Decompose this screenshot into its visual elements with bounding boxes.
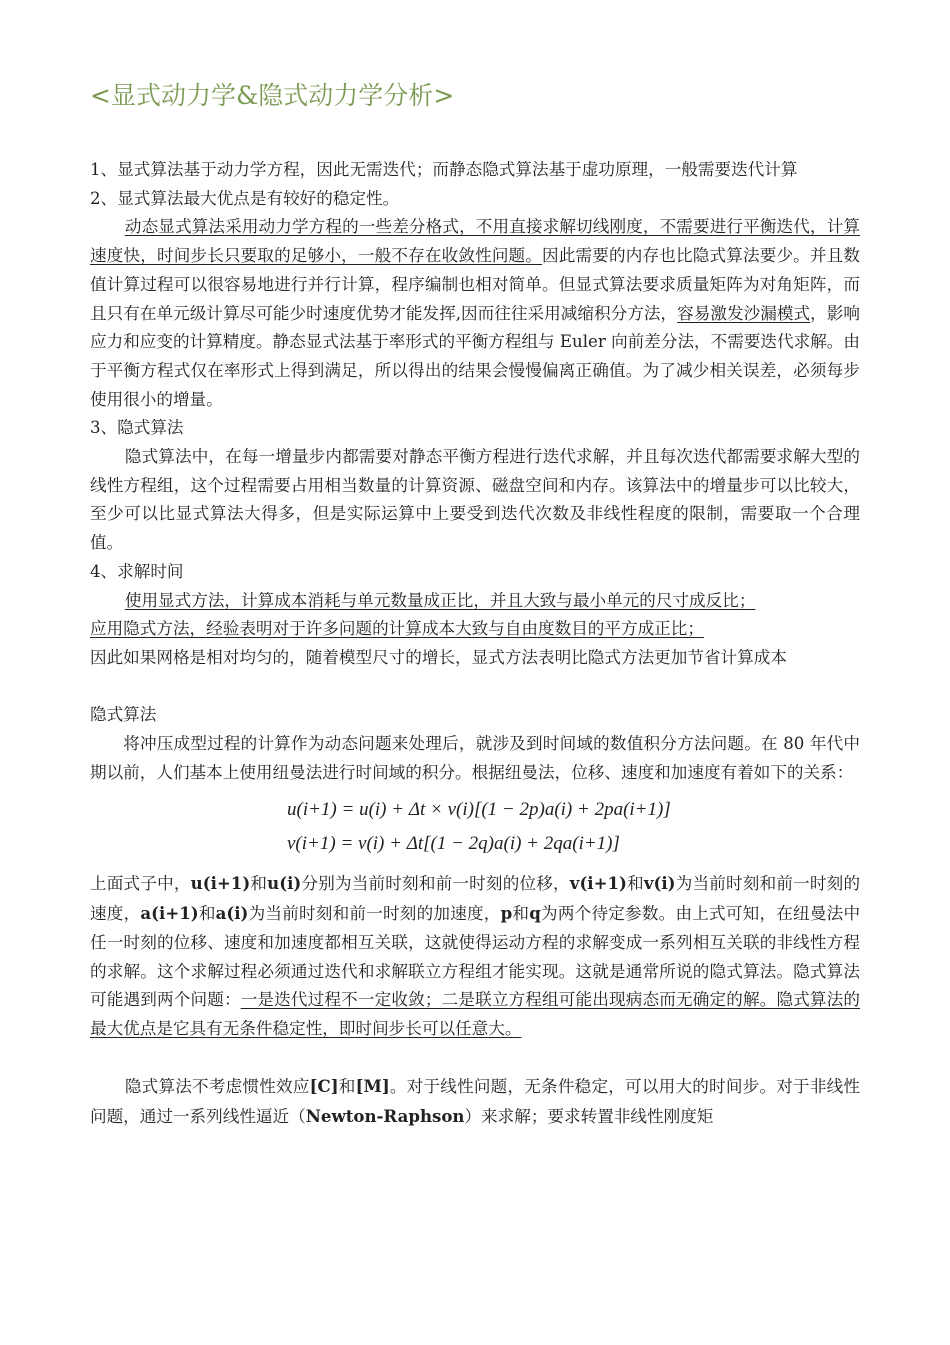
- symbol-v-current: v(i): [643, 873, 676, 894]
- underlined-explicit-advantages: 动态显式算法采用动力学方程的一些差分格式，不用直接求解切线刚度，不需要进行平衡迭代，计算速度快，时间步长只要取的足够小，一般不存在收敛性问题。: [90, 217, 860, 266]
- text-run: 上面式子中，: [90, 874, 191, 894]
- symbol-u-current: u(i): [267, 873, 302, 894]
- text-run: 和: [512, 904, 530, 924]
- text-run: 和: [338, 1077, 356, 1097]
- text-run: 分别为当前时刻和前一时刻的位移，: [301, 874, 570, 894]
- item-1-explicit-vs-implicit: 1、显式算法基于动力学方程，因此无需迭代；而静态隐式算法基于虚功原理，一般需要迭代计算: [90, 160, 798, 179]
- symbol-v-next: v(i+1): [569, 873, 627, 894]
- implicit-inertia-paragraph: [90, 1072, 860, 1131]
- symbol-q: q: [529, 903, 541, 924]
- equation-displacement: u(i+1) = u(i) + Δt × v(i)[(1 − 2p)a(i) + 2pa(i+1)]: [287, 799, 671, 821]
- symbol-mass-matrix: [M]: [355, 1076, 390, 1097]
- item-3-heading: 3、隐式算法: [90, 418, 184, 438]
- equation-velocity: v(i+1) = v(i) + Δt[(1 − 2q)a(i) + 2qa(i+1)]: [287, 833, 620, 855]
- solve-time-implicit-line: [90, 615, 860, 644]
- implicit-section-heading: 隐式算法: [90, 705, 157, 725]
- explicit-accuracy-text: ，影响应力和应变的计算精度。静态显式法基于率形式的平衡方程组与 Euler 向前差分法，不需要迭代求解。由于平衡方程式仅在率形式上得到满足，所以得出的结果会慢慢偏离正确值。为了减少相关误差，必须每步使用很小的增量。: [90, 303, 860, 409]
- text-run: 为当前时刻和前一时刻的速度，: [90, 874, 861, 924]
- newmark-explanation-paragraph: [90, 869, 860, 1043]
- item-2-heading: 2、显式算法最大优点是有较好的稳定性。: [90, 188, 400, 208]
- text-run: 和: [626, 874, 644, 894]
- symbol-p: p: [500, 903, 513, 924]
- explicit-memory-text: 因此需要的内存也比隐式算法要少。并且数值计算过程可以很容易地进行并行计算，程序编制也相对简单。但显式算法要求质量矩阵为对角矩阵，而且只有在单元级计算尽可能少时速度优势才能发挥,因而往往采用减缩积分方法，: [90, 246, 861, 323]
- explicit-description-paragraph: [90, 213, 860, 414]
- blank-line: [90, 673, 860, 702]
- newton-raphson-term: Newton-Raphson: [305, 1106, 465, 1127]
- text-run: 为当前时刻和前一时刻的加速度，: [248, 904, 501, 924]
- underlined-explicit-cost: 使用显式方法，计算成本消耗与单元数量成正比，并且大致与最小单元的尺寸成反比；: [124, 590, 756, 610]
- underlined-implicit-cost: 应用隐式方法，经验表明对于许多问题的计算成本大致与自由度数目的平方成正比；: [90, 619, 704, 639]
- symbol-u-next: u(i+1): [190, 873, 251, 894]
- newmark-equations: [90, 793, 860, 861]
- text-run: 。对于线性问题，无条件稳定，可以用大的时间步。对于非线性问题，通过一系列线性逼近（: [90, 1077, 861, 1127]
- underlined-hourglass-mode: 容易激发沙漏模式: [677, 303, 811, 323]
- symbol-a-next: a(i+1): [140, 903, 199, 924]
- document-title: <显式动力学&隐式动力学分析>: [90, 81, 455, 110]
- blank-line: [90, 1044, 860, 1073]
- newmark-intro-paragraph: 将冲压成型过程的计算作为动态问题来处理后，就涉及到时间域的数值积分方法问题。在 80 年代中期以前，人们基本上使用纽曼法进行时间域的积分。根据纽曼法，位移、速度和加速度有着如下的关系：: [90, 734, 860, 782]
- symbol-a-current: a(i): [215, 903, 249, 924]
- text-run: 和: [198, 904, 216, 924]
- item-4-heading: 4、求解时间: [90, 561, 184, 581]
- document-body: [90, 156, 860, 1132]
- text-run: 隐式算法不考虑惯性效应: [124, 1077, 310, 1097]
- text-run: 为两个待定参数。由上式可知，在纽曼法中任一时刻的位移、速度和加速度都相互关联，这就使得运动方程的求解变成一系列相互关联的非线性方程的求解。这个求解过程必须通过迭代和求解联立方程组才能实现。这就是通常所说的隐式算法。隐式算法可能遇到两个问题：: [90, 904, 861, 1010]
- text-run: 和: [250, 874, 268, 894]
- symbol-damping-matrix: [C]: [309, 1076, 339, 1097]
- solve-time-conclusion: 因此如果网格是相对均匀的，随着模型尺寸的增长，显式方法表明比隐式方法更加节省计算成本: [90, 647, 787, 667]
- underlined-implicit-problems: 一是迭代过程不一定收敛；二是联立方程组可能出现病态而无确定的解。隐式算法的最大优点是它具有无条件稳定性，即时间步长可以任意大。: [90, 990, 861, 1038]
- text-run: ）来求解；要求转置非线性刚度矩: [464, 1107, 714, 1127]
- implicit-iteration-paragraph: 隐式算法中，在每一增量步内都需要对静态平衡方程进行迭代求解，并且每次迭代都需要求解大型的线性方程组，这个过程需要占用相当数量的计算资源、磁盘空间和内存。该算法中的增量步可以比较大，至少可以比显式算法大得多，但是实际运算中上要受到迭代次数及非线性程度的限制，需要取一个合理值。: [90, 447, 860, 553]
- solve-time-explicit-line: [90, 587, 860, 616]
